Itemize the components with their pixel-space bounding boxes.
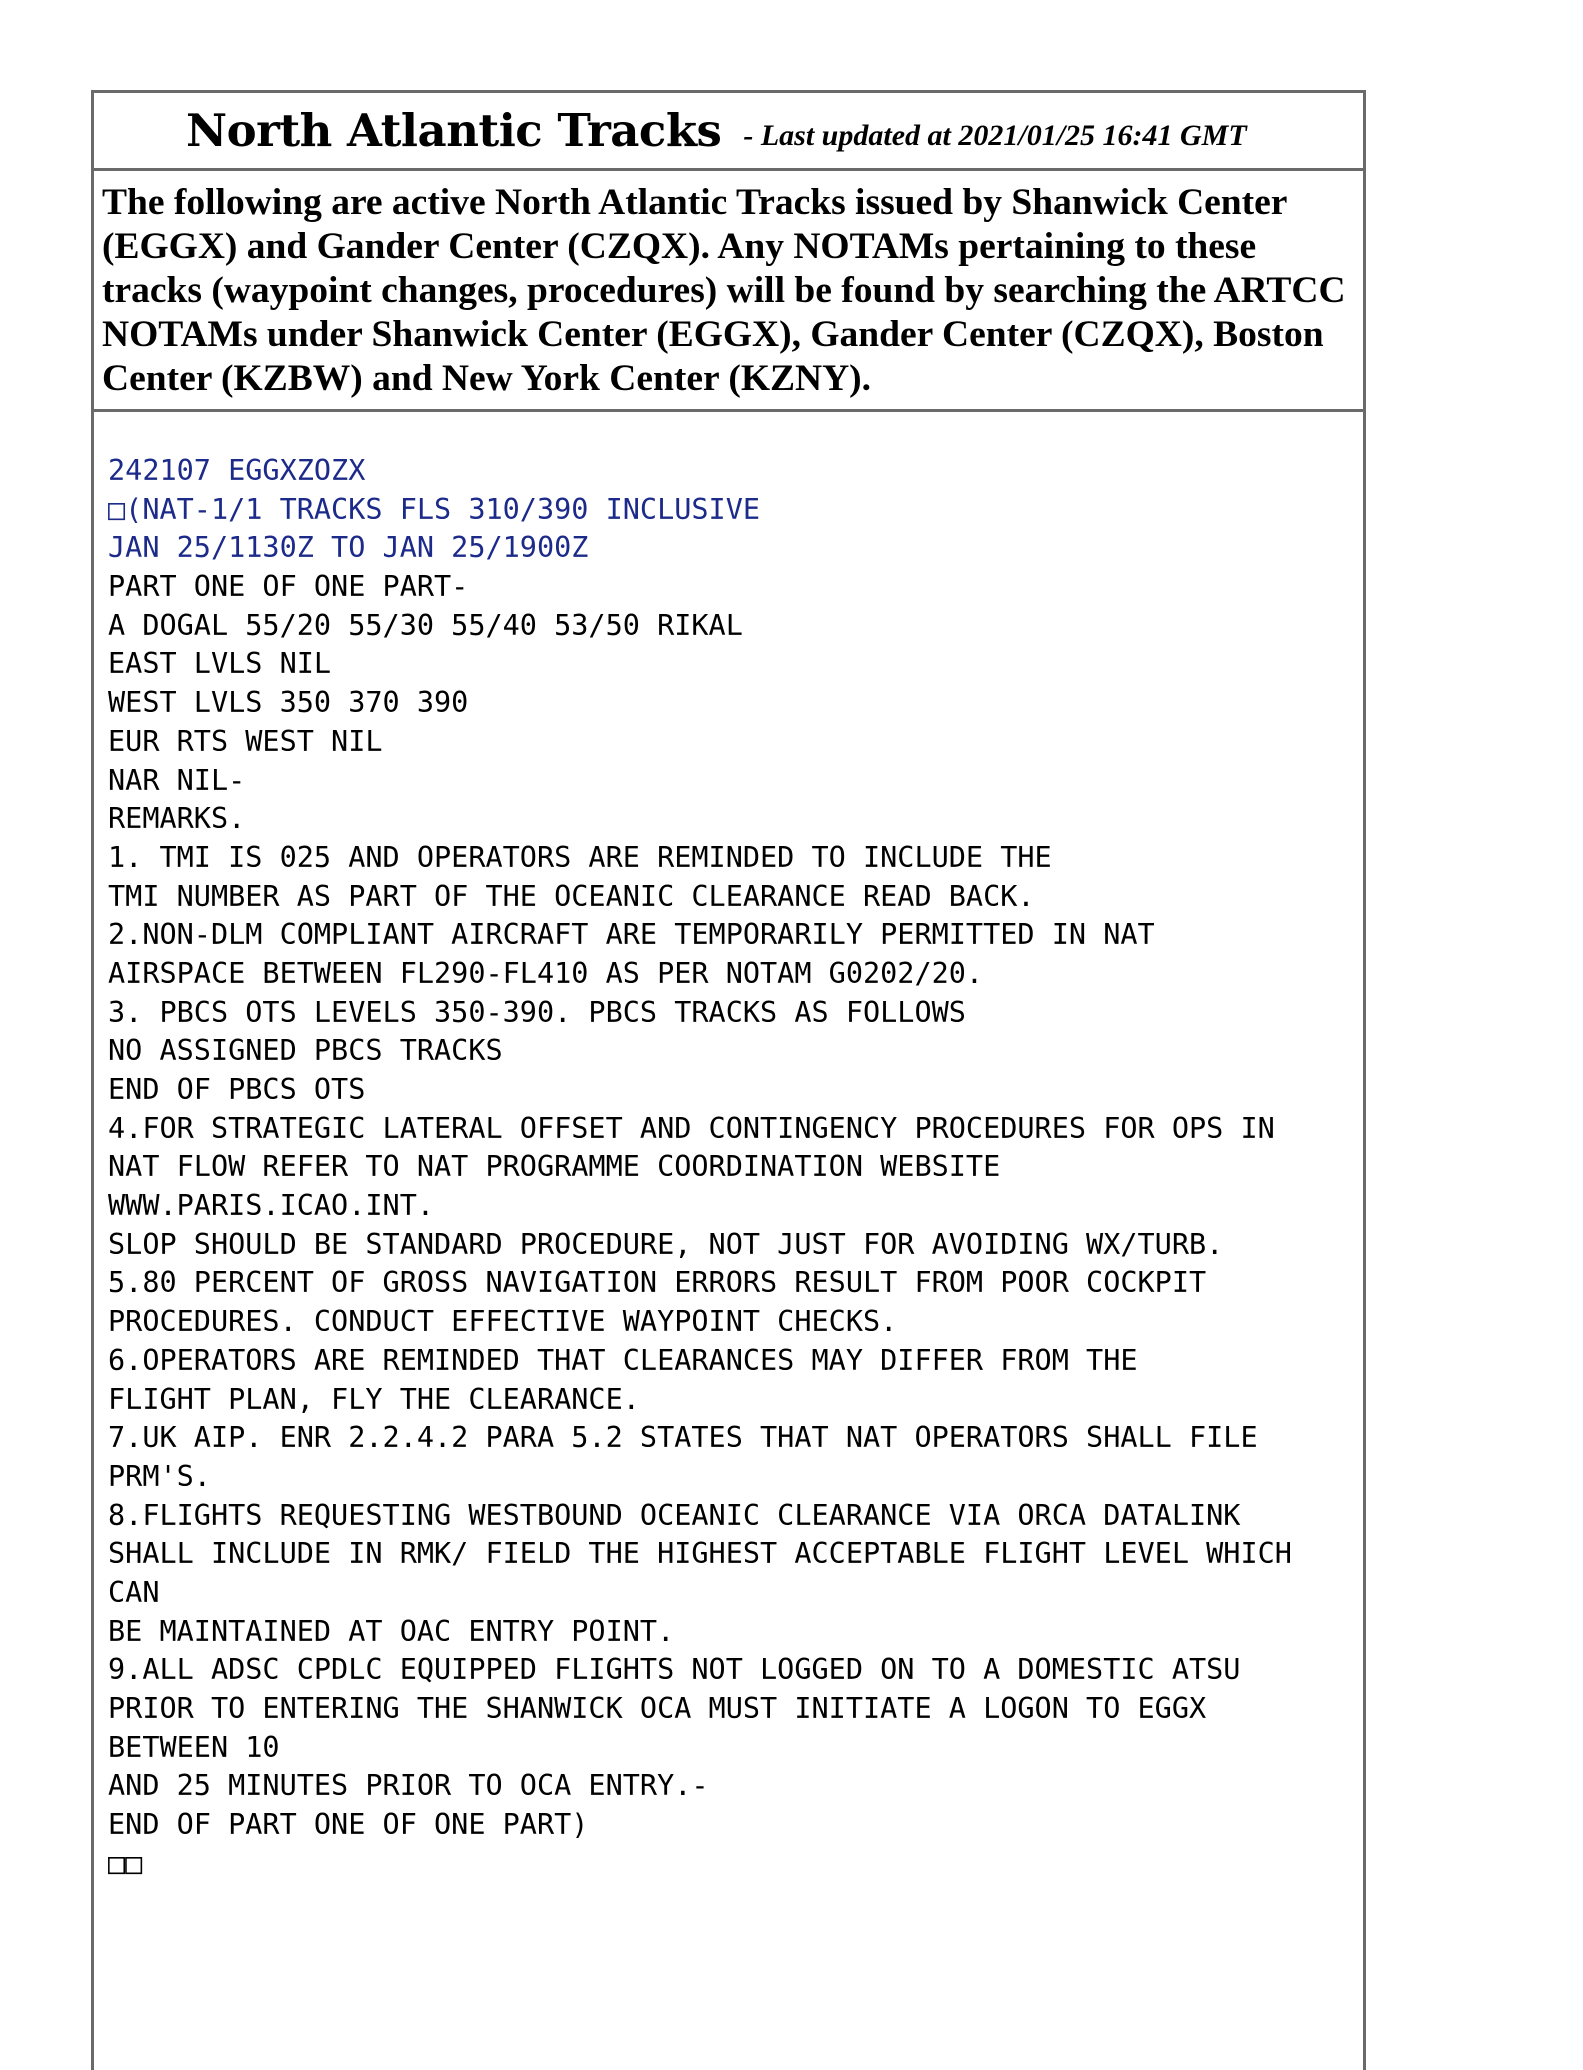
notam-line: PRM'S. xyxy=(108,1459,211,1493)
notam-line: 2.NON-DLM COMPLIANT AIRCRAFT ARE TEMPORARILY PERMITTED IN NAT xyxy=(108,918,1155,952)
notam-line: WEST LVLS 350 370 390 xyxy=(108,686,469,720)
notam-line: PART ONE OF ONE PART- xyxy=(108,570,469,604)
notam-line: REMARKS. xyxy=(108,802,246,836)
notam-line: FLIGHT PLAN, FLY THE CLEARANCE. xyxy=(108,1382,640,1416)
notam-line: PRIOR TO ENTERING THE SHANWICK OCA MUST INITIATE A LOGON TO EGGX xyxy=(108,1692,1207,1725)
notam-line: AND 25 MINUTES PRIOR TO OCA ENTRY.- xyxy=(108,1769,709,1803)
notam-line: 3. PBCS OTS LEVELS 350-390. PBCS TRACKS AS FOLLOWS xyxy=(108,995,966,1029)
notam-line: 8.FLIGHTS REQUESTING WESTBOUND OCEANIC CLEARANCE VIA ORCA DATALINK xyxy=(108,1498,1241,1532)
notam-header-line: JAN 25/1130Z TO JAN 25/1900Z xyxy=(108,531,589,565)
notam-line: END OF PBCS OTS xyxy=(108,1073,366,1106)
notam-line: 4.FOR STRATEGIC LATERAL OFFSET AND CONTINGENCY PROCEDURES FOR OPS IN xyxy=(108,1111,1275,1145)
notam-header-line: 242107 EGGXZOZX xyxy=(108,454,366,487)
notam-line: EAST LVLS NIL xyxy=(108,647,332,681)
page-title: North Atlantic Tracks xyxy=(186,104,722,157)
notam-line: EUR RTS WEST NIL xyxy=(108,724,383,758)
notam-header-line: □(NAT-1/1 TRACKS FLS 310/390 INCLUSIVE xyxy=(108,492,761,526)
intro-row xyxy=(94,171,1363,412)
notam-line: 6.OPERATORS ARE REMINDED THAT CLEARANCES MAY DIFFER FROM THE xyxy=(108,1343,1138,1377)
notam-line: NAT FLOW REFER TO NAT PROGRAMME COORDINATION WEBSITE xyxy=(108,1150,1001,1184)
tracks-table xyxy=(91,90,1366,2070)
notam-line: AIRSPACE BETWEEN FL290-FL410 AS PER NOTAM G0202/20. xyxy=(108,956,984,990)
notam-message xyxy=(94,412,1363,1883)
title-row xyxy=(94,93,1363,171)
notam-line: 7.UK AIP. ENR 2.2.4.2 PARA 5.2 STATES THAT NAT OPERATORS SHALL FILE xyxy=(108,1421,1258,1455)
notam-line: A DOGAL 55/20 55/30 55/40 53/50 RIKAL xyxy=(108,608,743,642)
notam-line: 5.80 PERCENT OF GROSS NAVIGATION ERRORS RESULT FROM POOR COCKPIT xyxy=(108,1266,1207,1300)
notam-line: □□ xyxy=(108,1846,143,1880)
notam-line: CAN xyxy=(108,1575,160,1609)
notam-line: SLOP SHOULD BE STANDARD PROCEDURE, NOT JUST FOR AVOIDING WX/TURB. xyxy=(108,1227,1224,1261)
notam-line: 9.ALL ADSC CPDLC EQUIPPED FLIGHTS NOT LOGGED ON TO A DOMESTIC ATSU xyxy=(108,1653,1241,1687)
notam-line: NO ASSIGNED PBCS TRACKS xyxy=(108,1034,503,1068)
notam-line: PROCEDURES. CONDUCT EFFECTIVE WAYPOINT CHECKS. xyxy=(108,1305,898,1339)
notam-line: TMI NUMBER AS PART OF THE OCEANIC CLEARANCE READ BACK. xyxy=(108,879,1035,913)
notam-line: WWW.PARIS.ICAO.INT. xyxy=(108,1189,435,1223)
notam-header xyxy=(108,452,1363,568)
notam-line: BETWEEN 10 xyxy=(108,1730,280,1764)
notam-line: NAR NIL- xyxy=(108,763,246,797)
notam-line: END OF PART ONE OF ONE PART) xyxy=(108,1808,589,1842)
notam-body xyxy=(108,568,1363,1883)
notam-line: BE MAINTAINED AT OAC ENTRY POINT. xyxy=(108,1614,675,1648)
intro-text: The following are active North Atlantic Tracks issued by Shanwick Center (EGGX) and Gander Center (CZQX). Any NOTAMs pertaining to these tracks (waypoint changes, procedures) will be found by searching the ARTCC NOTAMs under Shanwick Center (EGGX), Gander Center (CZQX), Boston Center (KZBW) and New York Center (KZNY). xyxy=(102,182,1346,399)
notam-line: SHALL INCLUDE IN RMK/ FIELD THE HIGHEST ACCEPTABLE FLIGHT LEVEL WHICH xyxy=(108,1537,1292,1571)
notam-line: 1. TMI IS 025 AND OPERATORS ARE REMINDED TO INCLUDE THE xyxy=(108,840,1052,874)
last-updated: - Last updated at 2021/01/25 16:41 GMT xyxy=(743,118,1247,152)
